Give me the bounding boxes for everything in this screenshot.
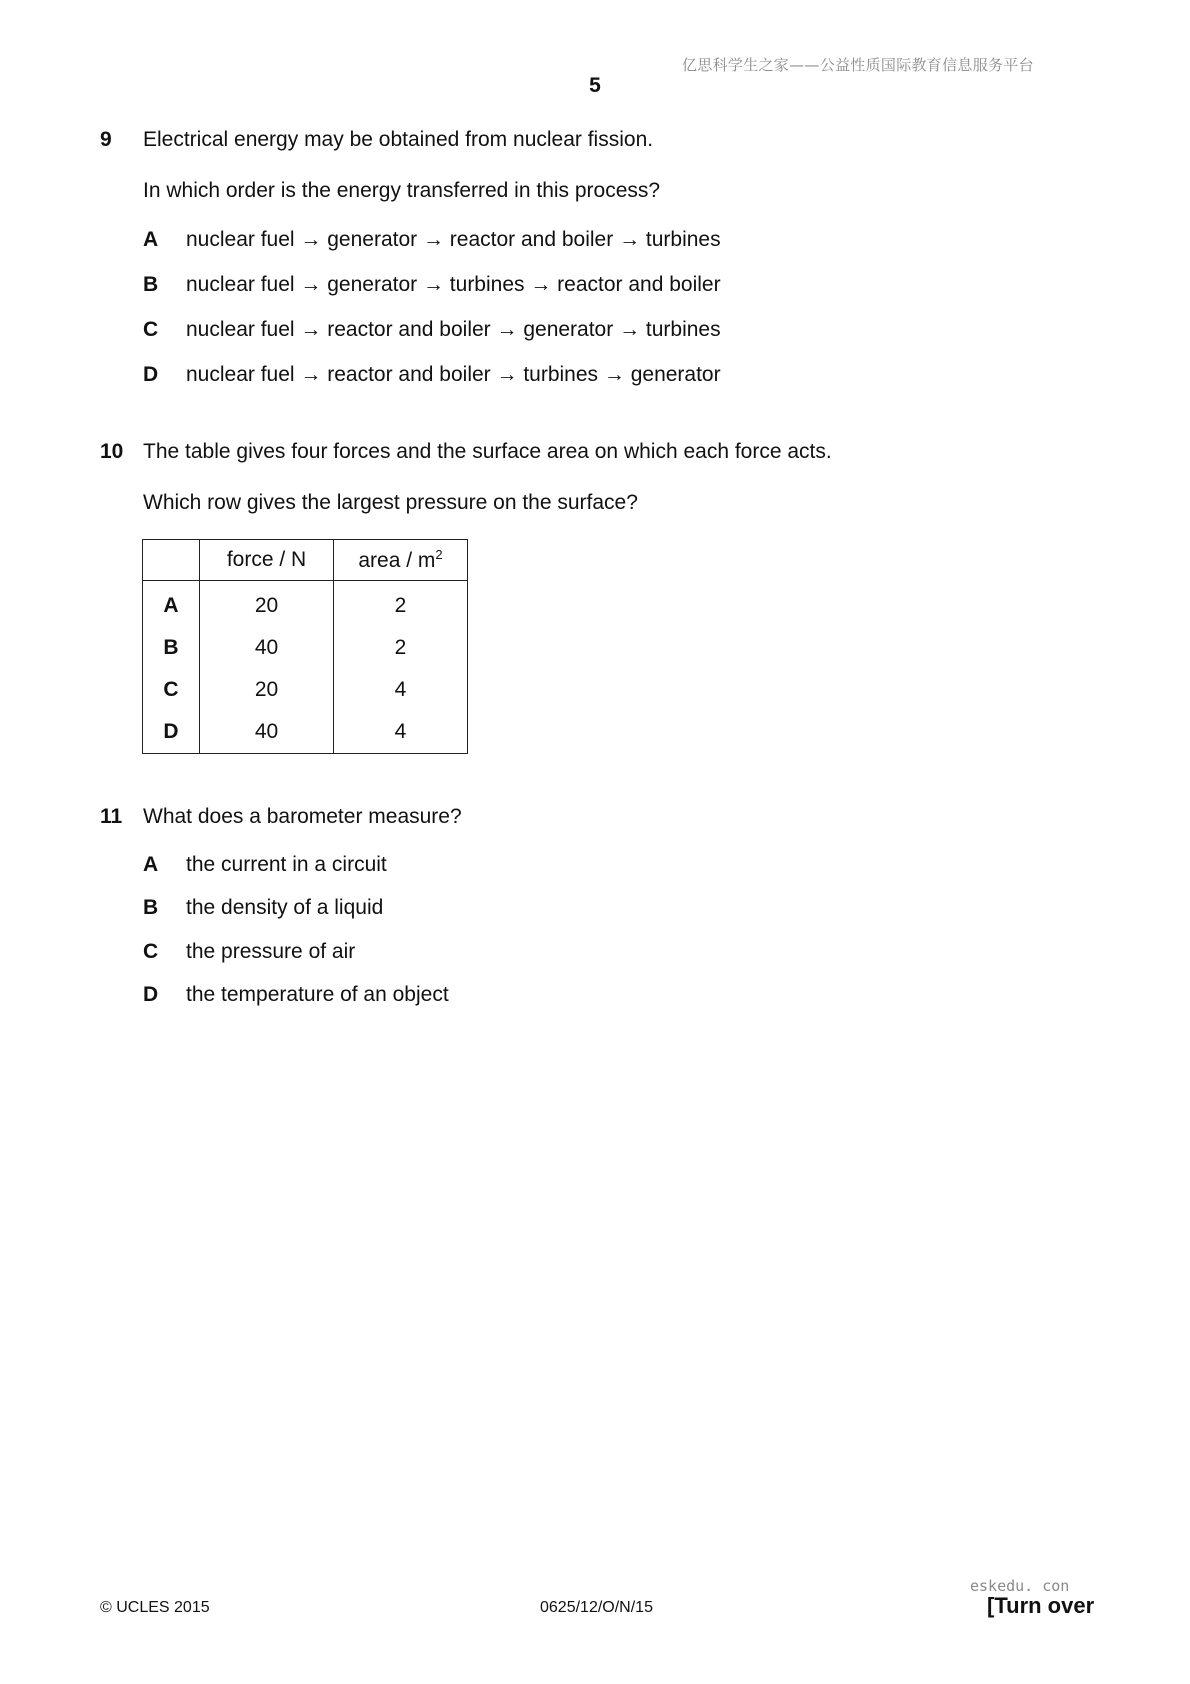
q9-option-c-letter: C bbox=[143, 318, 159, 341]
q11-option-a-text: the current in a circuit bbox=[186, 853, 387, 876]
q9-option-a-text: nuclear fuel → generator → reactor and boiler → turbines bbox=[186, 228, 721, 251]
q11-option-d-letter: D bbox=[143, 983, 159, 1006]
area-value: 4 bbox=[334, 711, 468, 754]
area-value: 2 bbox=[334, 627, 468, 669]
footer-copyright: © UCLES 2015 bbox=[100, 1599, 210, 1616]
table-row bbox=[143, 711, 468, 754]
q9-option-d-letter: D bbox=[143, 363, 159, 386]
table-row bbox=[143, 627, 468, 669]
q11-option-c-text: the pressure of air bbox=[186, 940, 356, 963]
q10-question: Which row gives the largest pressure on the surface? bbox=[143, 491, 638, 514]
force-value: 40 bbox=[200, 711, 334, 754]
area-value: 4 bbox=[334, 669, 468, 711]
footer-paper-code: 0625/12/O/N/15 bbox=[540, 1599, 653, 1616]
q10-stem: The table gives four forces and the surface area on which each force acts. bbox=[143, 440, 832, 463]
row-label: B bbox=[143, 627, 200, 669]
q9-option-b-text: nuclear fuel → generator → turbines → reactor and boiler bbox=[186, 273, 721, 296]
table-header-empty bbox=[143, 540, 200, 581]
force-value: 40 bbox=[200, 627, 334, 669]
table-header-force: force / N bbox=[200, 540, 334, 581]
q11-option-b-text: the density of a liquid bbox=[186, 896, 384, 919]
q11-question: What does a barometer measure? bbox=[143, 805, 462, 828]
page-number: 5 bbox=[589, 74, 601, 97]
table-header-row bbox=[143, 540, 468, 581]
q10-number: 10 bbox=[100, 440, 124, 463]
q9-option-a-letter: A bbox=[143, 228, 159, 251]
q9-number: 9 bbox=[100, 128, 112, 151]
row-label: A bbox=[143, 581, 200, 628]
pressure-table bbox=[142, 539, 468, 754]
q9-option-b-letter: B bbox=[143, 273, 159, 296]
footer-watermark: eskedu. con bbox=[970, 1577, 1070, 1595]
q11-option-a-letter: A bbox=[143, 853, 159, 876]
area-header-text: area / m bbox=[358, 549, 436, 572]
q9-option-c-text: nuclear fuel → reactor and boiler → generator → turbines bbox=[186, 318, 721, 341]
q11-option-b-letter: B bbox=[143, 896, 159, 919]
force-value: 20 bbox=[200, 581, 334, 628]
turn-over-label: [Turn over bbox=[987, 1593, 1095, 1618]
table-row bbox=[143, 669, 468, 711]
q9-option-d-text: nuclear fuel → reactor and boiler → turbines → generator bbox=[186, 363, 721, 386]
row-label: C bbox=[143, 669, 200, 711]
q11-number: 11 bbox=[100, 805, 123, 828]
row-label: D bbox=[143, 711, 200, 754]
header-watermark: 亿思科学生之家——公益性质国际教育信息服务平台 bbox=[682, 56, 1034, 74]
area-value: 2 bbox=[334, 581, 468, 628]
q11-option-c-letter: C bbox=[143, 940, 159, 963]
q9-question: In which order is the energy transferred in this process? bbox=[143, 179, 661, 202]
force-value: 20 bbox=[200, 669, 334, 711]
table-header-area bbox=[334, 540, 468, 581]
q9-stem: Electrical energy may be obtained from nuclear fission. bbox=[143, 128, 654, 151]
table-row bbox=[143, 581, 468, 628]
area-header-superscript: 2 bbox=[435, 547, 443, 562]
q11-option-d-text: the temperature of an object bbox=[186, 983, 449, 1006]
